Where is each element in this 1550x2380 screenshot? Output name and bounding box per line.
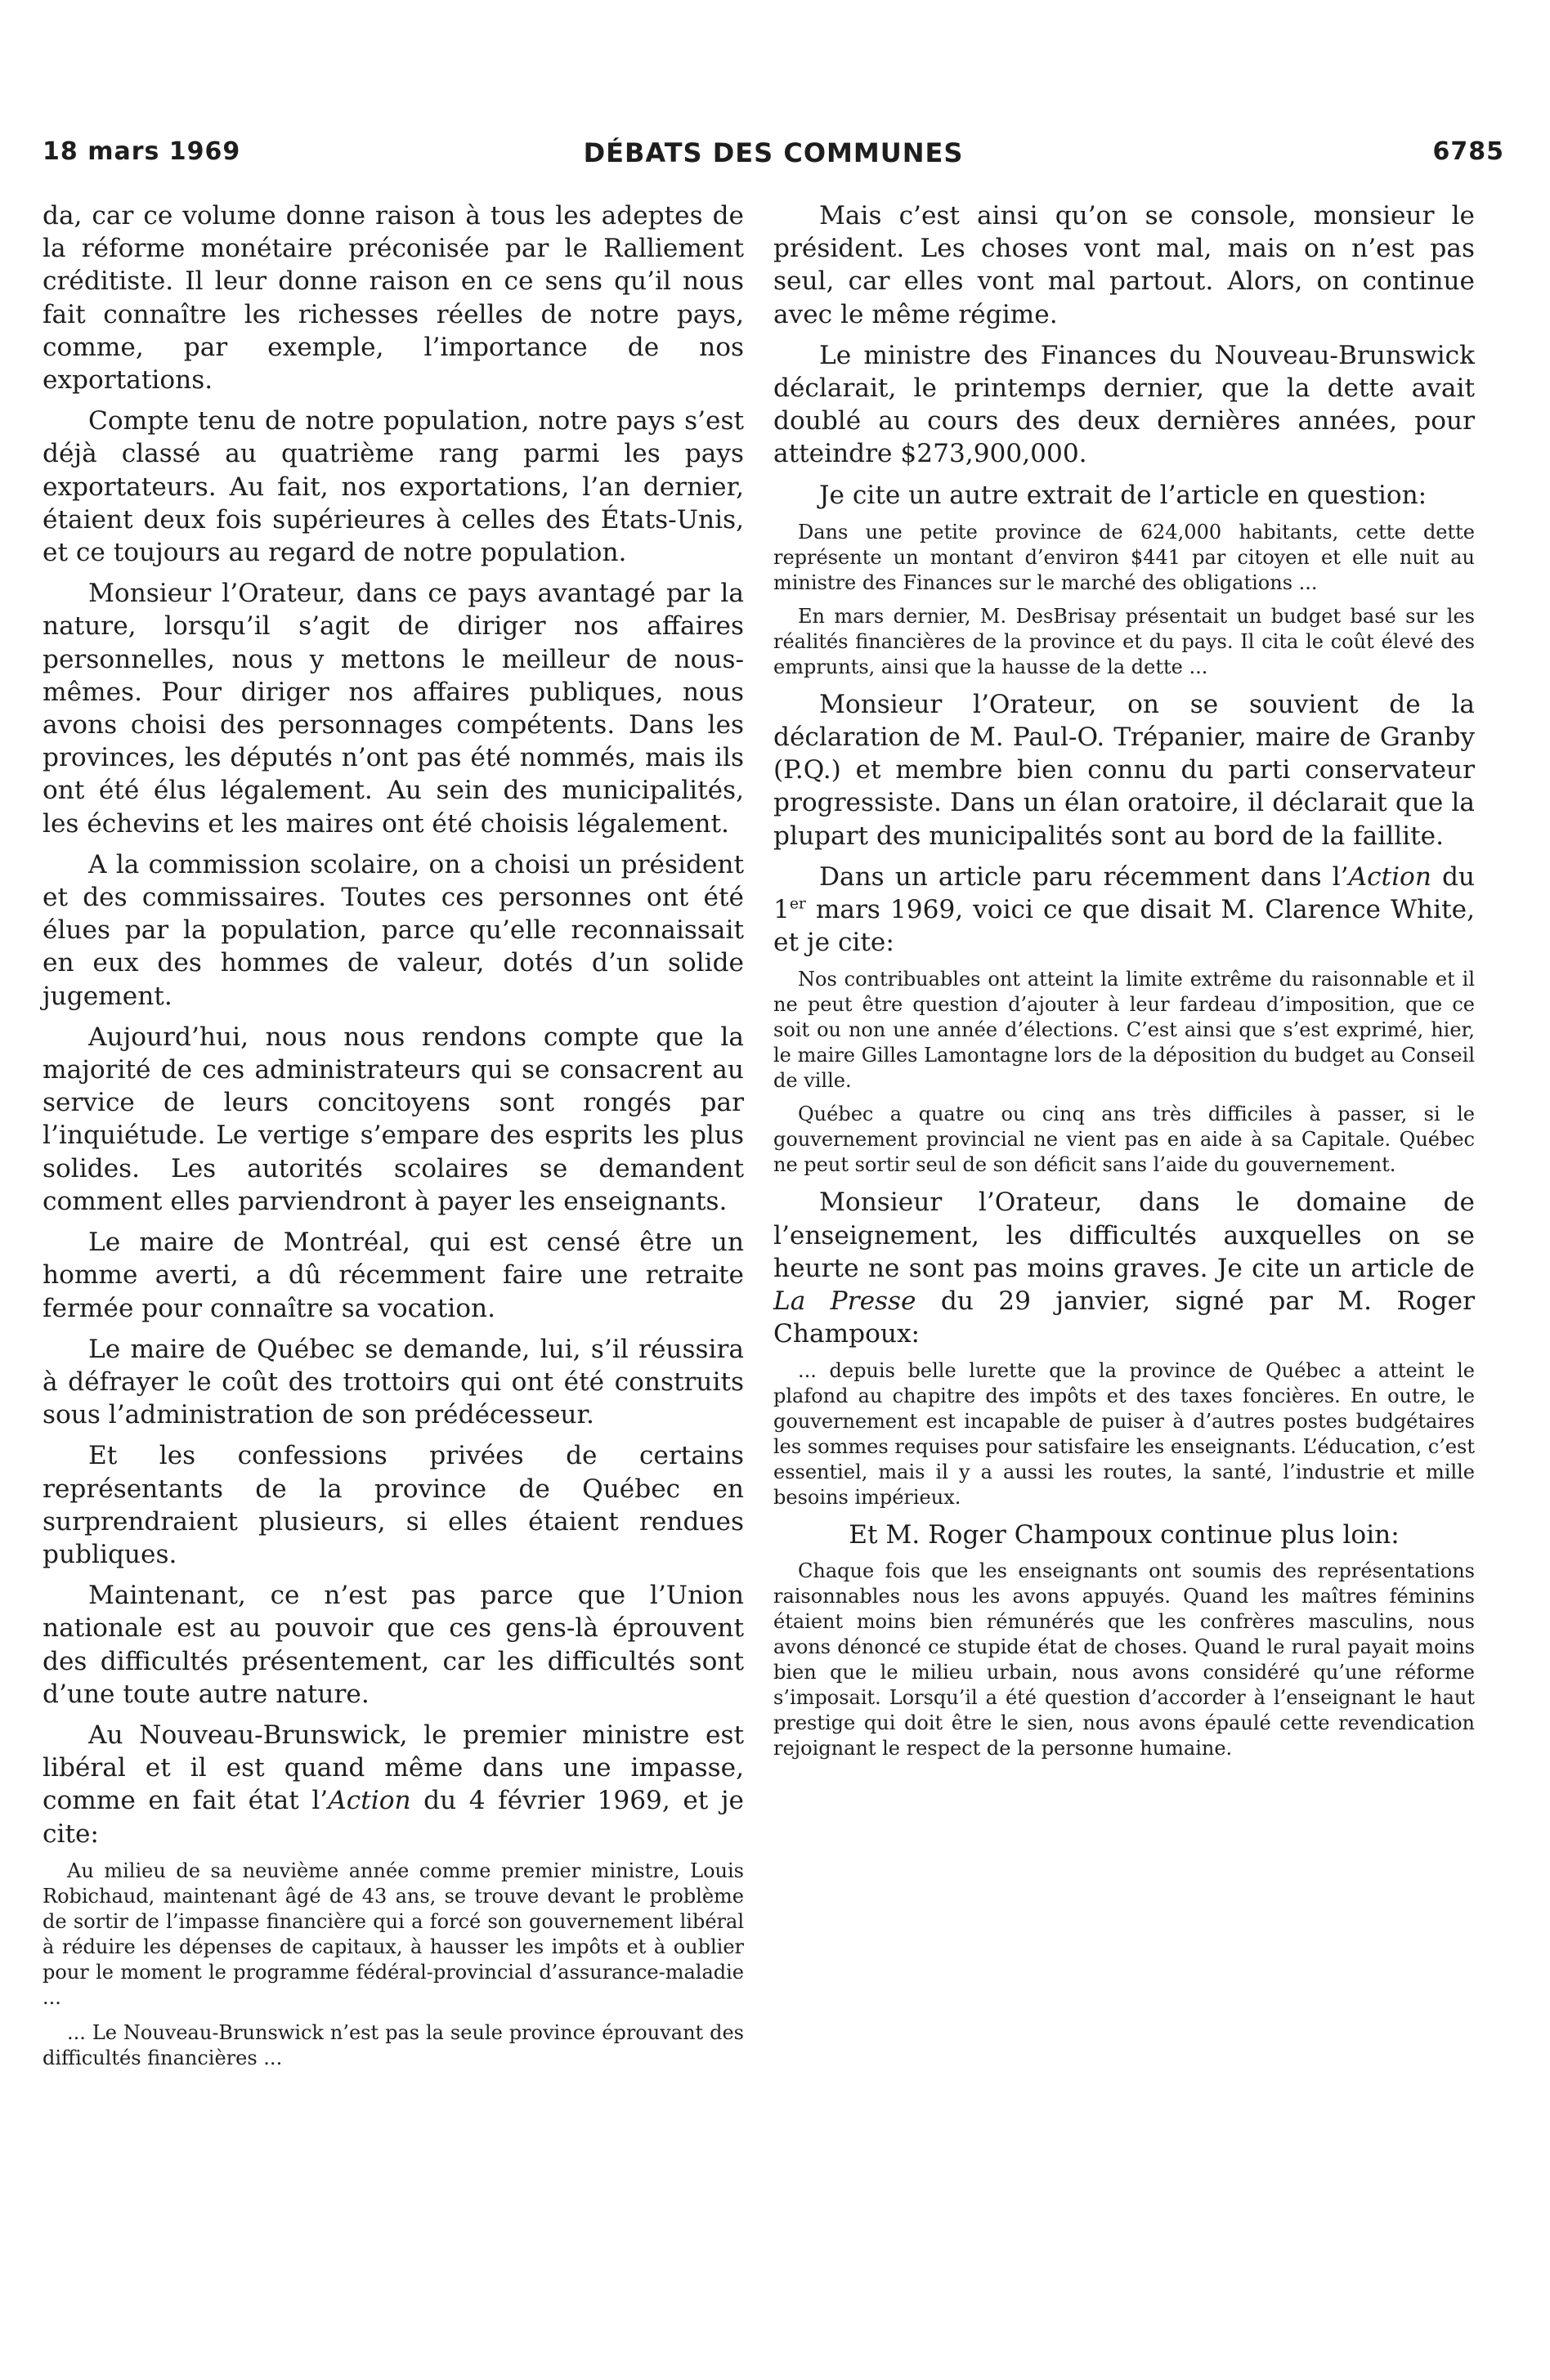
paragraph: Je cite un autre extrait de l’article en question: bbox=[819, 480, 1427, 510]
text-run: du 4 février 1969, et je cite: bbox=[43, 1786, 744, 1849]
paragraph bbox=[773, 1186, 1475, 1350]
header-title: DÉBATS DES COMMUNES bbox=[583, 137, 964, 168]
paragraph: Monsieur l’Orateur, on se souvient de la déclaration de M. Paul-O. Trépanier, maire de Granby (P.Q.) et membre bien connu du parti conservateur progressiste. Dans un élan oratoire, il déclarait que la plupart des municipalités sont au bord de la faillite. bbox=[773, 689, 1475, 851]
publication-title: Action bbox=[328, 1786, 411, 1816]
paragraph: Monsieur l’Orateur, dans ce pays avantagé par la nature, lorsqu’il s’agit de diriger nos affaires personnelles, nous y mettons le meilleur de nous-mêmes. Pour diriger nos affaires publiques, nous avons choisi des personnages compétents. Dans les provinces, les députés n’ont pas été nommés, mais ils ont été élus légalement. Au sein des municipalités, les échevins et les maires ont été choisis légalement. bbox=[43, 579, 744, 839]
block-quote: Nos contribuables ont atteint la limite extrême du raisonnable et il ne peut être question d’ajouter à leur fardeau d’imposition, que ce soit ou non une année d’élections. C’est ainsi que s’est exprimé, hier, le maire Gilles Lamontagne lors de la déposition du budget au Conseil de ville. bbox=[773, 968, 1475, 1093]
page-number: 6785 bbox=[1432, 137, 1504, 166]
paragraph bbox=[43, 1719, 744, 1850]
paragraph: Et les confessions privées de certains représentants de la province de Québec en surprendraient plusieurs, si elles étaient rendues publiques. bbox=[43, 1441, 744, 1569]
paragraph bbox=[773, 861, 1475, 960]
publication-title: La Presse bbox=[773, 1286, 916, 1317]
block-quote: En mars dernier, M. DesBrisay présentait un budget basé sur les réalités financières de la province et du pays. Il cita le coût élevé des emprunts, ainsi que la hausse de la dette ... bbox=[773, 604, 1475, 678]
ordinal-superscript: er bbox=[789, 895, 806, 913]
paragraph-centered: Et M. Roger Champoux continue plus loin: bbox=[849, 1520, 1400, 1550]
paragraph: Maintenant, ce n’est pas parce que l’Union nationale est au pouvoir que ces gens-là éprouvent des difficultés présentement, car les difficultés sont d’une toute autre nature. bbox=[43, 1581, 744, 1709]
text-run: du 29 janvier, signé par M. Roger Champoux: bbox=[773, 1286, 1475, 1349]
block-quote: Québec a quatre ou cinq ans très difficiles à passer, si le gouvernement provincial ne vient pas en aide à sa Capitale. Québec ne peut sortir seul de son déficit sans l’aide du gouvernement. bbox=[773, 1103, 1475, 1177]
text-run: du 1 bbox=[773, 861, 1476, 925]
text-run: mars 1969, voici ce que disait M. Clarence White, et je cite: bbox=[773, 895, 1475, 958]
text-run: Dans un article paru récemment dans l’ bbox=[819, 861, 1349, 892]
block-quote: Chaque fois que les enseignants ont soumis des représentations raisonnables nous les avons appuyés. Quand les maîtres féminins étaient moins bien rémunérés que les confrères masculins, nous avons dénoncé ce stupide état de choses. Quand le rural payait moins bien que le milieu urbain, nous avons considéré qu’une réforme s’imposait. Lorsqu’il a été question d’accorder à l’enseignant le haut prestige qui doit être le sien, nous avons épaulé cette revendication rejoignant le respect de la personne humaine. bbox=[773, 1559, 1475, 1760]
paragraph: Le ministre des Finances du Nouveau-Brunswick déclarait, le printemps dernier, que la dette avait doublé au cours des deux dernières années, pour atteindre $273,900,000. bbox=[773, 340, 1475, 469]
block-quote: Dans une petite province de 624,000 habitants, cette dette représente un montant d’environ $441 par citoyen et elle nuit au ministre des Finances sur le marché des obligations ... bbox=[773, 520, 1475, 594]
right-column bbox=[773, 199, 1475, 1769]
page-header bbox=[43, 137, 1504, 178]
paragraph: Mais c’est ainsi qu’on se console, monsieur le président. Les choses vont mal, mais on n’est pas seul, car elles vont mal partout. Alors, on continue avec le même régime. bbox=[773, 201, 1475, 329]
block-quote: Au milieu de sa neuvième année comme premier ministre, Louis Robichaud, maintenant âgé de 43 ans, se trouve devant le problème de sortir de l’impasse financière qui a forcé son gouvernement libéral à réduire les dépenses de capitaux, à hausser les impôts et à oublier pour le moment le programme fédéral-provincial d’assurance-maladie ... bbox=[43, 1859, 744, 2009]
block-quote: ... Le Nouveau-Brunswick n’est pas la seule province éprouvant des difficultés financières ... bbox=[43, 2020, 744, 2069]
paragraph: Compte tenu de notre population, notre pays s’est déjà classé au quatrième rang parmi les pays exportateurs. Au fait, nos exportations, l’an dernier, étaient deux fois supérieures à celles des États-Unis, et ce toujours au regard de notre population. bbox=[43, 406, 744, 568]
publication-title: Action bbox=[1348, 861, 1431, 892]
paragraph: da, car ce volume donne raison à tous les adeptes de la réforme monétaire préconisée par le Ralliement créditiste. Il leur donne raison en ce sens qu’il nous fait connaître les richesses réelles de notre pays, comme, par exemple, l’importance de nos exportations. bbox=[43, 201, 744, 396]
header-date: 18 mars 1969 bbox=[43, 137, 241, 166]
paragraph: A la commission scolaire, on a choisi un président et des commissaires. Toutes ces personnes ont été élues par la population, parce qu’elle reconnaissait en eux des hommes de valeur, dotés d’un solide jugement. bbox=[43, 849, 744, 1011]
left-column bbox=[43, 199, 744, 2081]
paragraph: Le maire de Québec se demande, lui, s’il réussira à défrayer le coût des trottoirs qui ont été construits sous l’administration de son prédécesseur. bbox=[43, 1334, 744, 1430]
paragraph: Aujourd’hui, nous nous rendons compte que la majorité de ces administrateurs qui se consacrent au service de leurs concitoyens sont rongés par l’inquiétude. Le vertige s’empare des esprits les plus solides. Les autorités scolaires se demandent comment elles parviendront à payer les enseignants. bbox=[43, 1022, 744, 1216]
text-run: Au Nouveau-Brunswick, le premier ministre est libéral et il est quand même dans une impasse, comme en fait état l’ bbox=[43, 1720, 744, 1816]
block-quote: ... depuis belle lurette que la province de Québec a atteint le plafond au chapitre des impôts et des taxes foncières. En outre, le gouvernement est incapable de puiser à d’autres postes budgétaires les sommes requises pour satisfaire les enseignants. L’éducation, c’est essentiel, mais il y a aussi les routes, la santé, l’industrie et mille besoins impérieux. bbox=[773, 1359, 1475, 1510]
text-run: Monsieur l’Orateur, dans le domaine de l’enseignement, les difficultés auxquelles on se heurte ne sont pas moins graves. Je cite un article de bbox=[773, 1188, 1475, 1283]
paragraph: Le maire de Montréal, qui est censé être un homme averti, a dû récemment faire une retraite fermée pour connaître sa vocation. bbox=[43, 1228, 744, 1323]
